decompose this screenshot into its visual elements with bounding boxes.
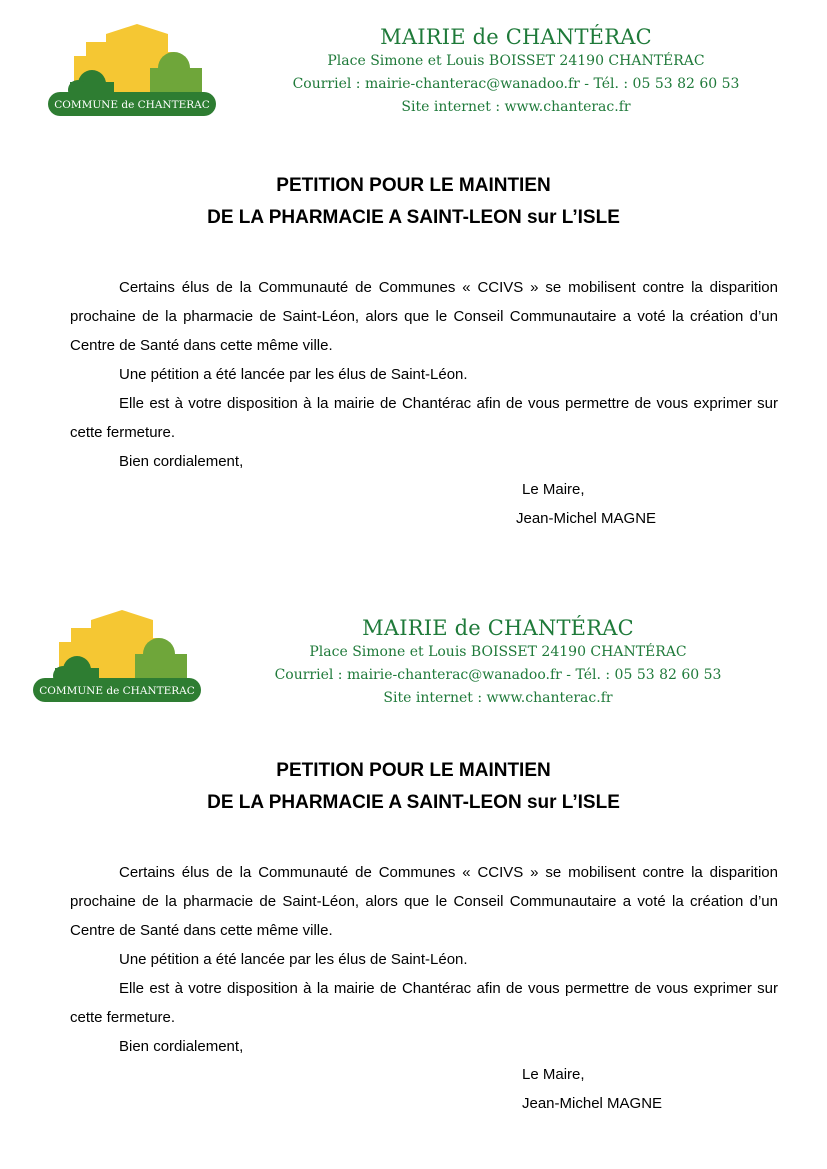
- mairie-title: MAIRIE de CHANTÉRAC: [362, 616, 634, 640]
- commune-logo: [31, 610, 205, 705]
- mairie-address: Place Simone et Louis BOISSET 24190 CHANTÉRAC: [327, 53, 705, 69]
- closing: Bien cordialement,: [119, 1038, 244, 1055]
- petition-copy-2: [0, 584, 827, 1169]
- village-logo-icon: [46, 24, 220, 119]
- mairie-address: Place Simone et Louis BOISSET 24190 CHANTÉRAC: [309, 644, 687, 660]
- paragraph-3: Elle est à votre disposition à la mairie de Chantérac afin de vous permettre de vous exprimer sur cette fermeture.: [70, 395, 778, 441]
- closing: Bien cordialement,: [119, 453, 244, 470]
- village-logo-icon: [31, 610, 205, 705]
- commune-logo: [46, 24, 220, 119]
- paragraph-1: Certains élus de la Communauté de Communes « CCIVS » se mobilisent contre la disparition prochaine de la pharmacie de Saint-Léon, alors que le Conseil Communautaire a voté la création d’un Centre de Santé dans cette même ville.: [70, 279, 778, 354]
- mairie-contact: Courriel : mairie-chanterac@wanadoo.fr - Tél. : 05 53 82 60 53: [292, 76, 740, 92]
- paragraph-1: Certains élus de la Communauté de Communes « CCIVS » se mobilisent contre la disparition prochaine de la pharmacie de Saint-Léon, alors que le Conseil Communautaire a voté la création d’un Centre de Santé dans cette même ville.: [70, 864, 778, 939]
- petition-title-line2: DE LA PHARMACIE A SAINT-LEON sur L’ISLE: [207, 207, 620, 228]
- mairie-header: [260, 24, 772, 119]
- signature-role: Le Maire,: [522, 481, 585, 498]
- petition-title: [0, 170, 827, 234]
- petition-body: [70, 858, 778, 1061]
- mairie-website: Site internet : www.chanterac.fr: [383, 690, 613, 706]
- petition-title-line2: DE LA PHARMACIE A SAINT-LEON sur L’ISLE: [207, 792, 620, 813]
- petition-title-line1: PETITION POUR LE MAINTIEN: [276, 175, 551, 196]
- signature-role: Le Maire,: [522, 1066, 585, 1083]
- logo-label: COMMUNE de CHANTERAC: [54, 99, 210, 111]
- paragraph-2: Une pétition a été lancée par les élus de Saint-Léon.: [119, 366, 468, 383]
- petition-title-line1: PETITION POUR LE MAINTIEN: [276, 760, 551, 781]
- mairie-website: Site internet : www.chanterac.fr: [401, 99, 631, 115]
- petition-body: [70, 273, 778, 476]
- paragraph-3: Elle est à votre disposition à la mairie de Chantérac afin de vous permettre de vous exprimer sur cette fermeture.: [70, 980, 778, 1026]
- signature-name: Jean-Michel MAGNE: [516, 510, 657, 527]
- mairie-header: [242, 615, 754, 710]
- paragraph-2: Une pétition a été lancée par les élus de Saint-Léon.: [119, 951, 468, 968]
- logo-label: COMMUNE de CHANTERAC: [39, 685, 195, 697]
- petition-title: [0, 755, 827, 819]
- mairie-contact: Courriel : mairie-chanterac@wanadoo.fr - Tél. : 05 53 82 60 53: [274, 667, 722, 683]
- mairie-title: MAIRIE de CHANTÉRAC: [380, 25, 652, 49]
- signature-name: Jean-Michel MAGNE: [522, 1095, 663, 1112]
